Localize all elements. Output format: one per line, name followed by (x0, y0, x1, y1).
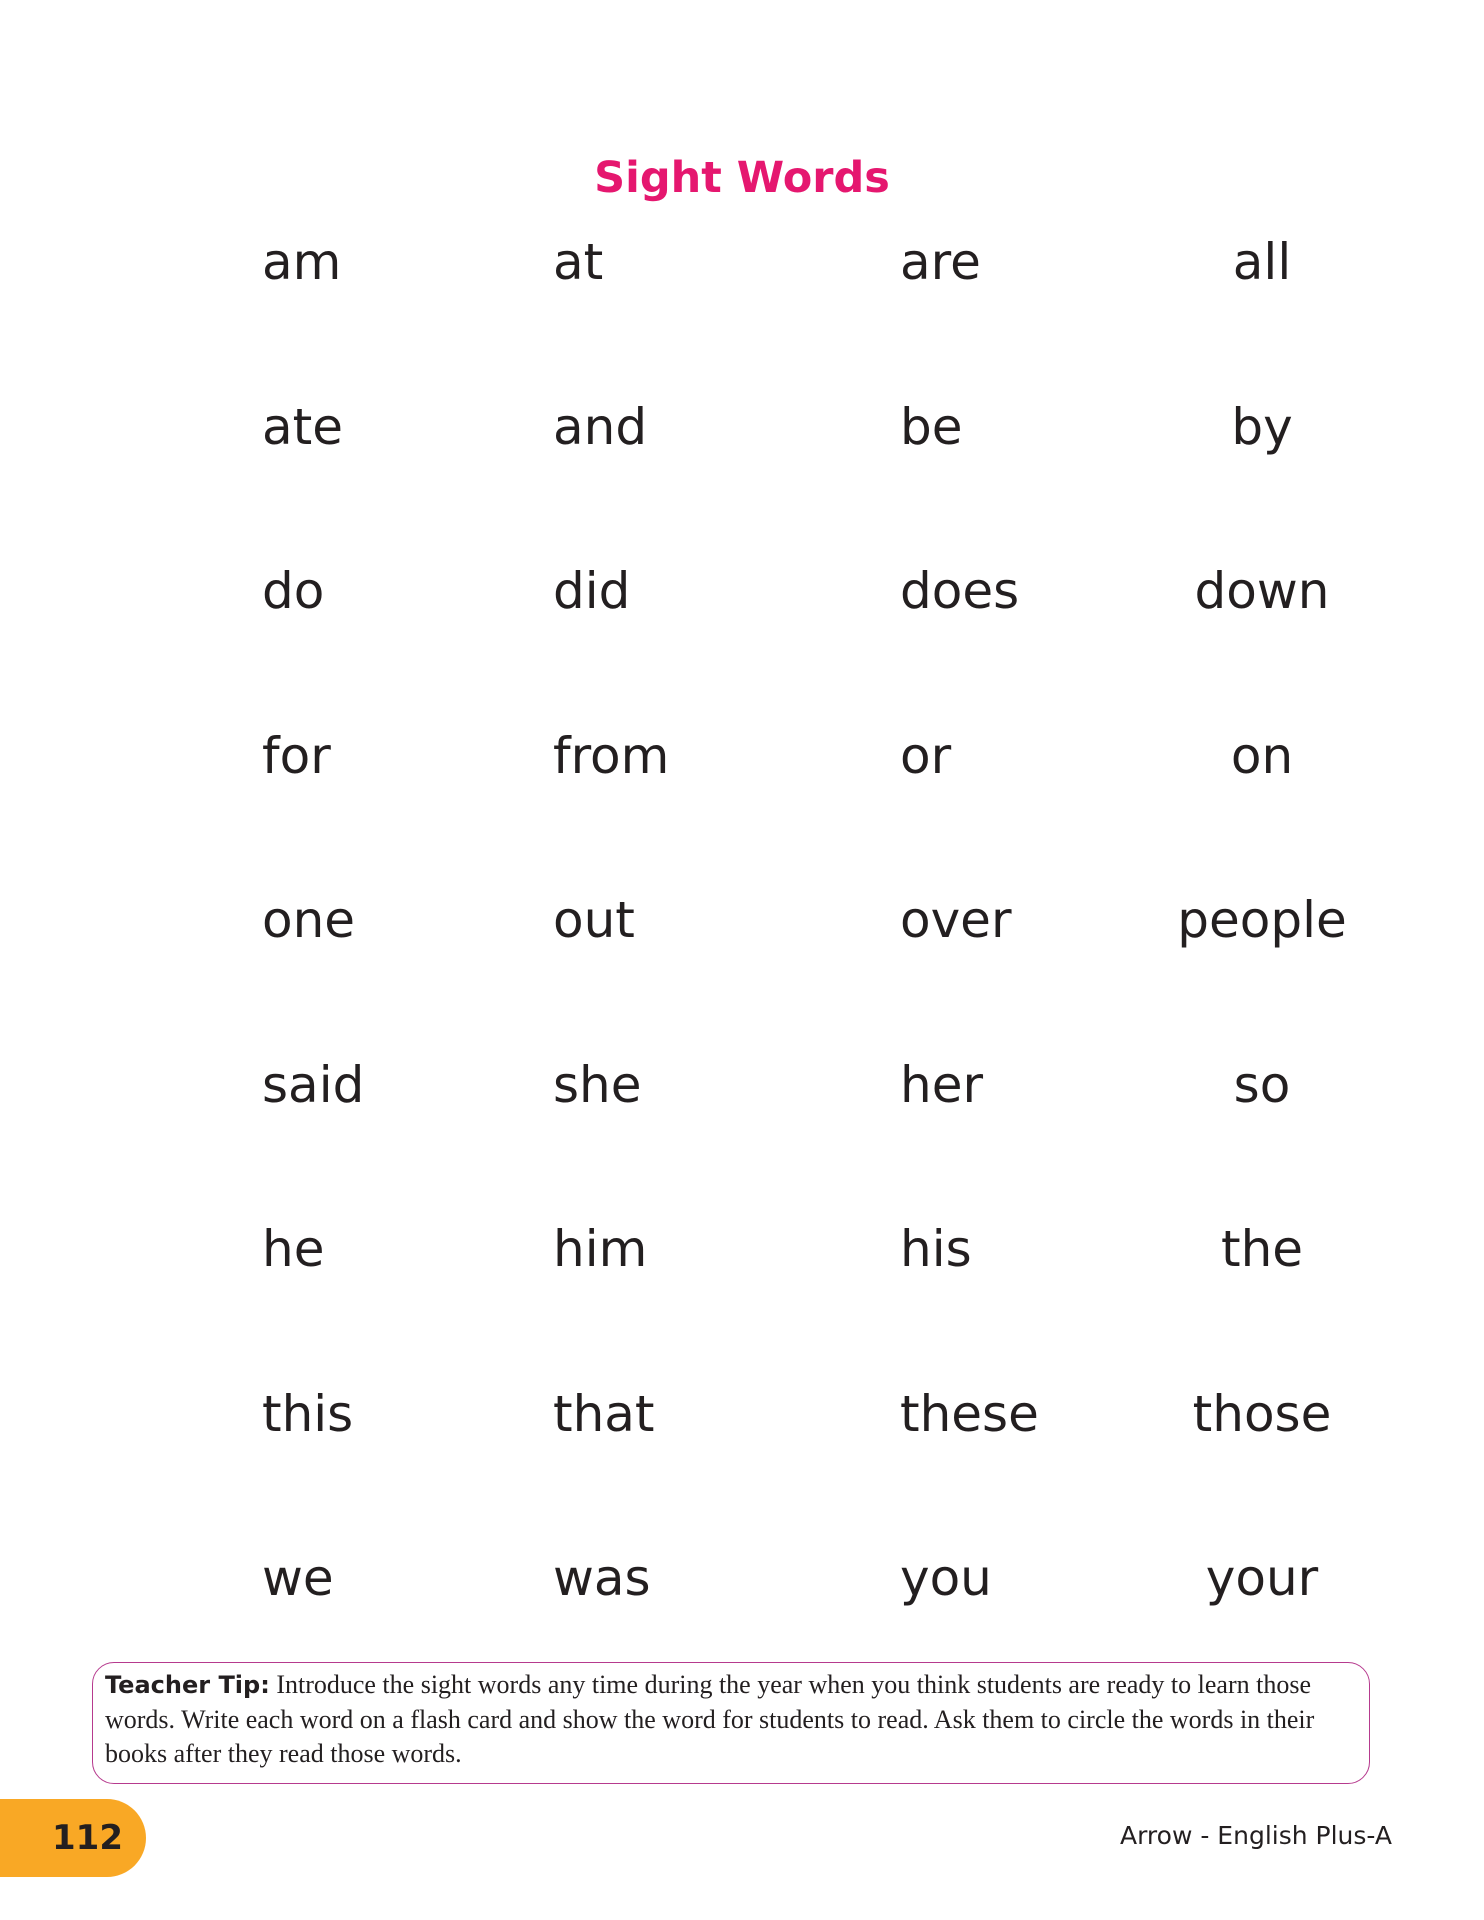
sight-word: ate (262, 397, 344, 456)
sight-word: at (553, 233, 604, 291)
sight-word: this (262, 1384, 354, 1443)
sight-word: are (900, 233, 981, 291)
page-title: Sight Words (594, 153, 890, 203)
sight-word: so (1233, 1055, 1291, 1114)
sight-word: one (262, 891, 356, 949)
sight-word: by (1231, 397, 1293, 456)
sight-word: that (553, 1384, 655, 1443)
sight-word: your (1205, 1549, 1319, 1607)
sight-word: we (262, 1549, 334, 1607)
sight-word: for (262, 726, 331, 785)
sight-word: all (1232, 233, 1292, 291)
teacher-tip-text: Introduce the sight words any time during the year when you think students are ready to learn those words. Write each word on a flash card and show the word for students to read. Ask them to circle the words in their books after they read those words. (105, 1670, 1315, 1768)
teacher-tip-label: Teacher Tip: (105, 1671, 270, 1699)
sight-word: or (900, 726, 952, 785)
sight-word: out (553, 891, 635, 949)
sight-word: her (900, 1055, 984, 1114)
sight-word: said (262, 1055, 365, 1114)
sight-word: she (553, 1055, 642, 1114)
sight-word: the (1220, 1220, 1304, 1278)
sight-word: on (1230, 726, 1294, 785)
sight-word: did (553, 562, 631, 620)
sight-word: over (900, 891, 1012, 949)
sight-word: and (553, 397, 648, 456)
sight-word: you (900, 1549, 992, 1607)
sight-word: those (1192, 1384, 1332, 1443)
sight-word: people (1177, 891, 1347, 949)
sight-word: does (900, 562, 1020, 620)
teacher-tip-box (92, 1662, 1370, 1784)
sight-word: be (900, 397, 963, 456)
sight-word: do (262, 562, 325, 620)
sight-word: down (1194, 562, 1330, 620)
sight-word: his (900, 1220, 972, 1278)
book-title: Arrow - English Plus-A (1119, 1821, 1392, 1850)
page-number: 112 (52, 1818, 123, 1858)
sight-word: from (553, 726, 670, 785)
sight-word: am (262, 233, 342, 291)
sight-word: these (900, 1384, 1039, 1443)
sight-word: he (262, 1220, 325, 1278)
sight-word: was (553, 1549, 651, 1607)
sight-word: him (553, 1220, 648, 1278)
